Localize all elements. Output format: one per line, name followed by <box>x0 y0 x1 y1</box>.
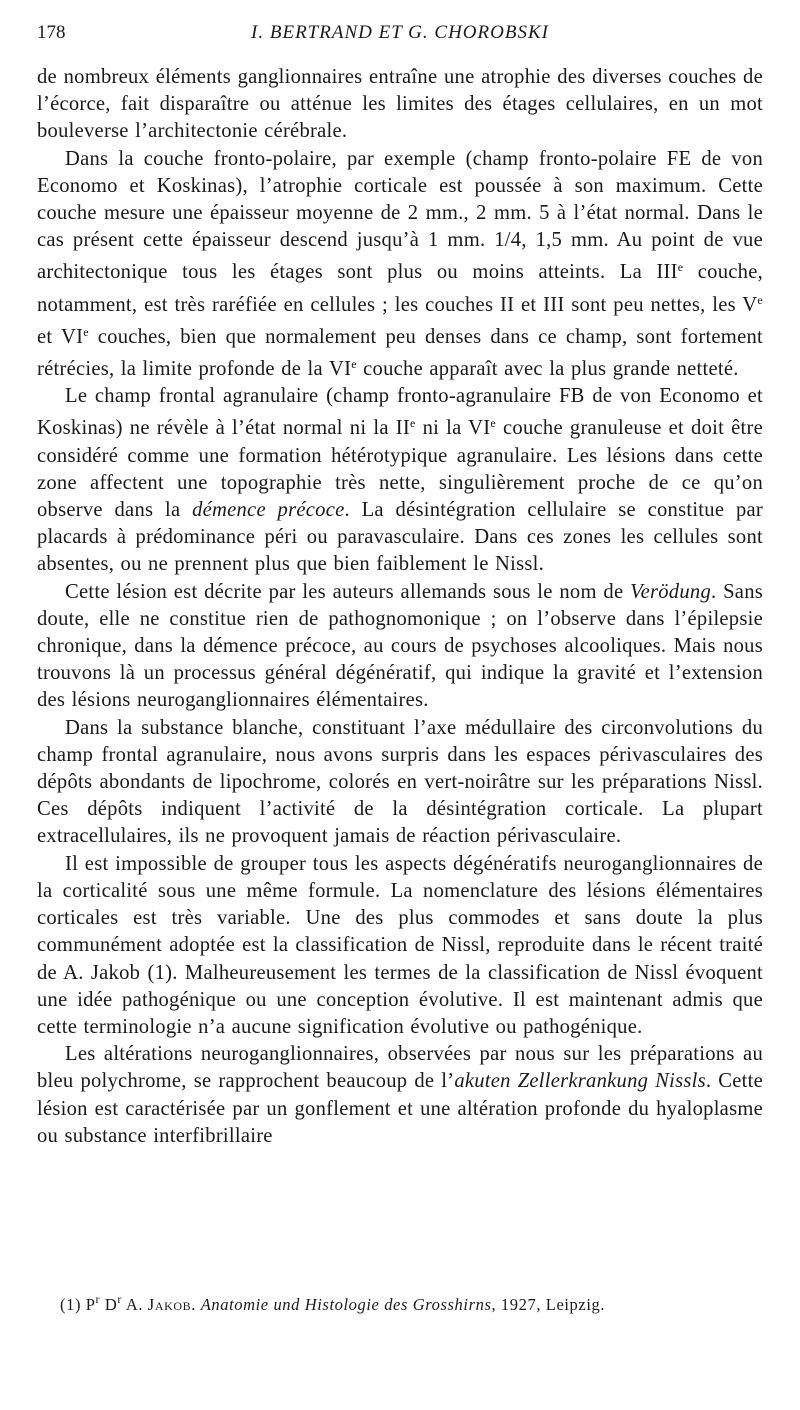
text-run: . <box>191 1295 201 1314</box>
paragraph <box>37 851 763 1041</box>
emphasis-text: Verödung <box>630 580 711 603</box>
text-run: ni la VI <box>415 417 491 440</box>
paragraph <box>37 579 763 715</box>
text-run: couche granuleuse et doit être considéré comme une formation hétérotypique agranulaire. Les lésions dans cette zone affectent une topographie très nette, singulièrement proche de ce qu’on observe dans la <box>37 417 763 522</box>
text-run: . La désintégration cellulaire se constitue par placards à prédominance péri ou paravasculaire. Dans ces zones les cellules sont absentes, ou ne prennent plus que bien faiblement le Nissl. <box>37 499 763 576</box>
text-run: couche, notamment, est très raréfiée en cellules ; les couches II et III sont peu nettes, les V <box>37 261 763 316</box>
text-run: Dans la couche fronto-polaire, par exemple (champ fronto-polaire FE de von Economo et Koskinas), l’atrophie corticale est poussée à son maximum. Cette couche mesure une épaisseur moyenne de 2 mm., 2 mm. 5 à l’état normal. Dans le cas présent cette épaisseur descend jusqu’à 1 mm. 1/4, 1,5 mm. Au point de vue architectonique tous les étages sont plus ou moins atteints. La III <box>37 147 763 284</box>
text-run: et VI <box>37 325 84 348</box>
superscript: e <box>83 324 89 339</box>
emphasis-text: akuten Zellerkrankung Nissls <box>454 1070 706 1093</box>
emphasis-text: démence précoce <box>192 499 345 522</box>
text-run: . Sans doute, elle ne constitue rien de pathognomonique ; on l’observe dans l’épilepsie chronique, dans la démence précoce, au cours de psychoses alcooliques. Mais nous trouvons là un processus général dégénératif, qui indique la gravité et l’extension des lésions neuroganglionnaires élémentaires. <box>37 580 763 712</box>
text-run: Il est impossible de grouper tous les aspects dégénératifs neuroganglionnaires de la corticalité sous une même formule. La nomenclature des lésions élémentaires corticales est très variable. Une des plus commodes et sans doute la plus communément adoptée est la classification de Nissl, reproduite dans le récent traité de A. Jakob (1). Malheureusement les termes de la classification de Nissl évoquent une idée pathogénique ou une conception évolutive. Il est maintenant admis que cette terminologie n’a aucune signification évolutive ou pathogénique. <box>37 852 763 1038</box>
text-run: de nombreux éléments ganglionnaires entraîne une atrophie des diverses couches de l’écorce, fait disparaître ou atténue les limites des étages cellulaires, en un mot bouleverse l’architectonie cérébrale. <box>37 66 763 143</box>
footnote <box>60 1288 763 1316</box>
superscript: r <box>95 1292 101 1306</box>
emphasis-text: Anatomie und Histologie des Grosshirns <box>200 1295 492 1314</box>
running-title: I. BERTRAND ET G. CHOROBSKI <box>251 22 549 43</box>
text-run: Les altérations neuroganglionnaires, observées par nous sur les préparations au bleu polychrome, se rapprochent beaucoup de l’ <box>37 1043 763 1093</box>
page-number: 178 <box>37 22 66 43</box>
paragraph <box>37 1041 763 1150</box>
body-text <box>37 64 763 1150</box>
text-run: . Cette lésion est caractérisée par un gonflement et une altération profonde du hyaloplasme ou substance interfibrillaire <box>37 1070 764 1147</box>
text-run: A. <box>122 1295 148 1314</box>
superscript: r <box>117 1292 123 1306</box>
text-run: (1) P <box>60 1295 96 1314</box>
paragraph <box>37 146 763 384</box>
paragraph <box>37 64 763 146</box>
text-run: couches, bien que normalement peu denses dans ce champ, sont fortement rétrécies, la limite profonde de la VI <box>37 325 763 381</box>
text-run: couche apparaît avec la plus grande netteté. <box>356 358 739 381</box>
superscript: e <box>757 292 763 307</box>
superscript: e <box>677 260 684 275</box>
text-run: Cette lésion est décrite par les auteurs allemands sous le nom de <box>65 580 631 603</box>
text-run: D <box>100 1295 118 1314</box>
superscript: e <box>351 357 357 372</box>
text-run: , 1927, Leipzig. <box>491 1295 606 1314</box>
paragraph <box>37 383 763 578</box>
paragraph <box>37 715 763 851</box>
superscript: e <box>409 416 416 431</box>
text-run: Le champ frontal agranulaire (champ fronto-agranulaire FB de von Economo et Koskinas) ne révèle à l’état normal ni la II <box>37 385 763 440</box>
running-header <box>37 22 763 52</box>
superscript: e <box>490 416 496 431</box>
text-run: Dans la substance blanche, constituant l’axe médullaire des circonvolutions du champ frontal agranulaire, nous avons surpris dans les espaces périvasculaires des dépôts abondants de lipochrome, colorés en vert-noirâtre sur les préparations Nissl. Ces dépôts indiquent l’activité de la désintégration corticale. La plupart extracellulaires, ils ne provoquent jamais de réaction périvasculaire. <box>37 716 763 848</box>
text-run: Jakob <box>147 1295 192 1314</box>
